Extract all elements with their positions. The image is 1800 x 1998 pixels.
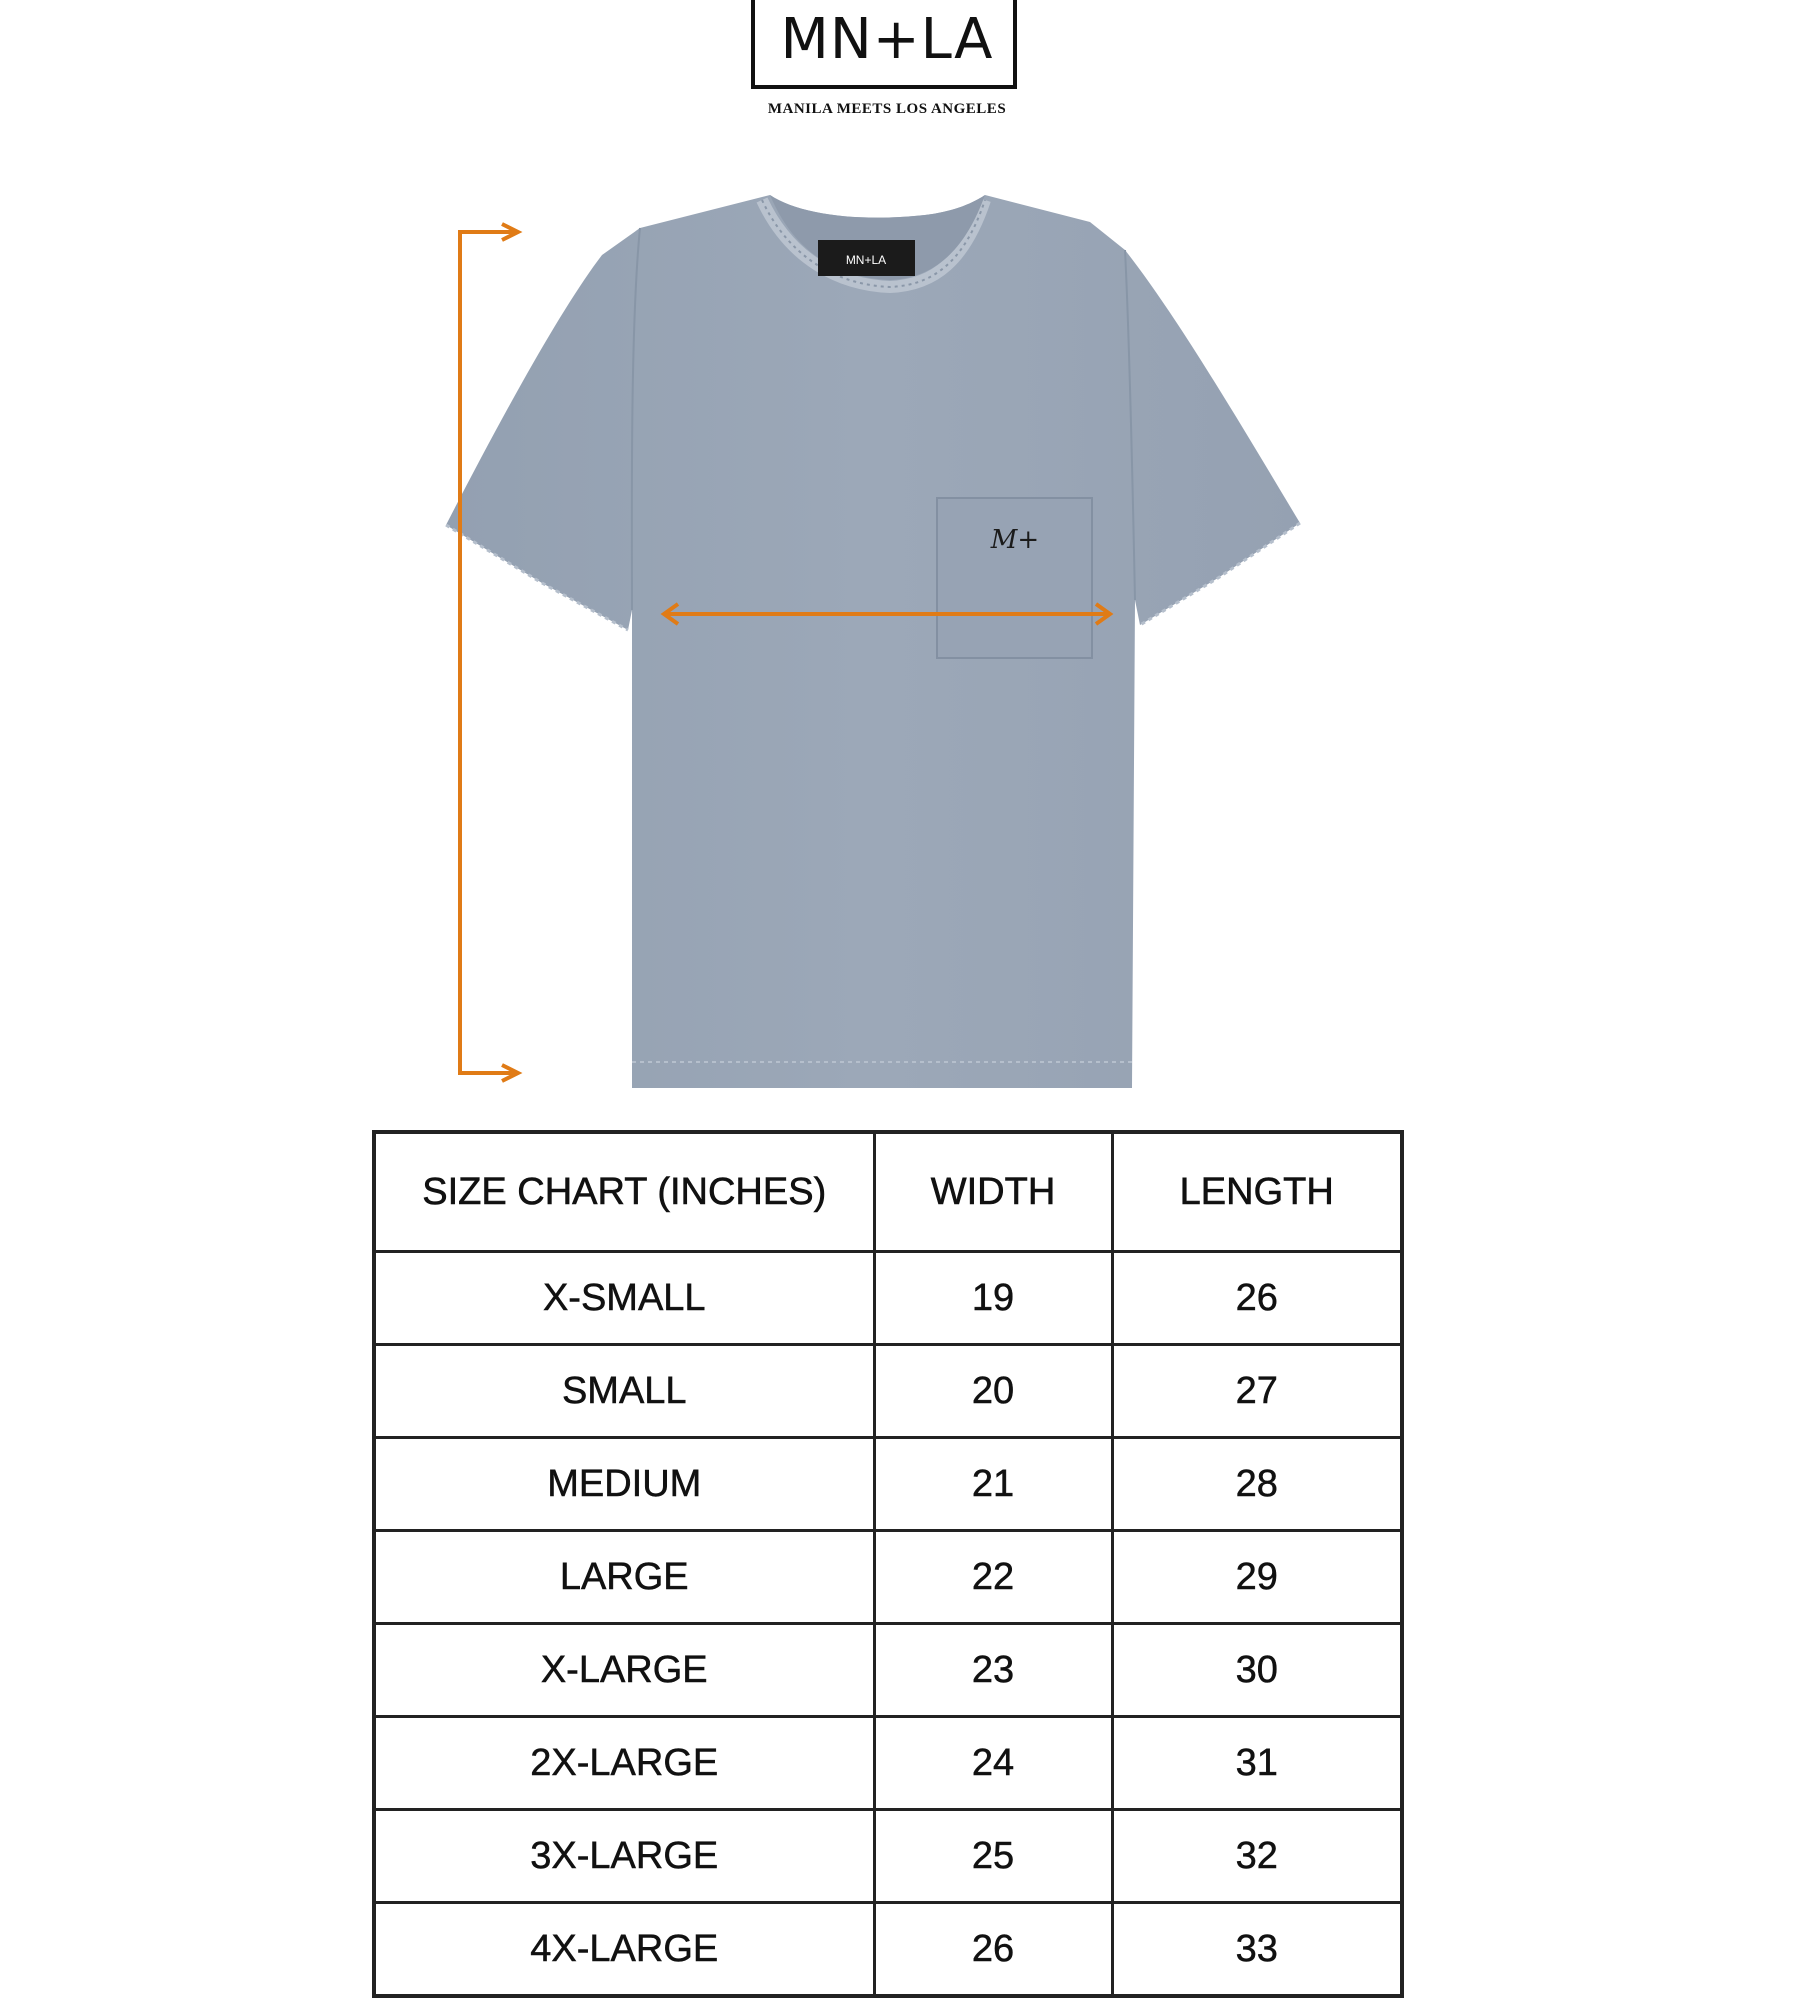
width-cell: 22 — [874, 1531, 1112, 1624]
size-cell: LARGE — [374, 1531, 874, 1624]
header-width: WIDTH — [874, 1132, 1112, 1252]
width-cell: 21 — [874, 1438, 1112, 1531]
width-cell: 23 — [874, 1624, 1112, 1717]
header-length: LENGTH — [1112, 1132, 1402, 1252]
length-cell: 30 — [1112, 1624, 1402, 1717]
width-cell: 26 — [874, 1903, 1112, 1997]
table-row — [374, 1810, 1402, 1903]
header-size: SIZE CHART (INCHES) — [374, 1132, 874, 1252]
size-cell: 2X-LARGE — [374, 1717, 874, 1810]
width-cell: 25 — [874, 1810, 1112, 1903]
size-cell: X-LARGE — [374, 1624, 874, 1717]
chest-pocket — [937, 498, 1092, 658]
length-cell: 29 — [1112, 1531, 1402, 1624]
table-row — [374, 1903, 1402, 1997]
length-cell: 32 — [1112, 1810, 1402, 1903]
size-cell: SMALL — [374, 1345, 874, 1438]
table-header-row — [374, 1132, 1402, 1252]
table-row — [374, 1345, 1402, 1438]
length-cell: 26 — [1112, 1252, 1402, 1345]
length-cell: 31 — [1112, 1717, 1402, 1810]
length-cell: 27 — [1112, 1345, 1402, 1438]
neck-label-text: MN+LA — [845, 253, 887, 267]
table-row — [374, 1624, 1402, 1717]
length-cell: 28 — [1112, 1438, 1402, 1531]
size-cell: 3X-LARGE — [374, 1810, 874, 1903]
width-cell: 20 — [874, 1345, 1112, 1438]
width-cell: 24 — [874, 1717, 1112, 1810]
tshirt-image — [446, 195, 1300, 1088]
size-cell: X-SMALL — [374, 1252, 874, 1345]
size-chart-table — [372, 1130, 1404, 1998]
length-measurement-arrow — [460, 224, 518, 1081]
logo-tagline: MANILA MEETS LOS ANGELES — [767, 101, 1007, 117]
table-row — [374, 1438, 1402, 1531]
logo-text: MN+LA — [780, 7, 994, 72]
width-cell: 19 — [874, 1252, 1112, 1345]
tshirt-body — [446, 195, 1300, 1088]
length-cell: 33 — [1112, 1903, 1402, 1997]
size-cell: 4X-LARGE — [374, 1903, 874, 1997]
pocket-logo-mark: M+ — [990, 525, 1040, 555]
table-row — [374, 1717, 1402, 1810]
size-cell: MEDIUM — [374, 1438, 874, 1531]
table-row — [374, 1531, 1402, 1624]
table-row — [374, 1252, 1402, 1345]
